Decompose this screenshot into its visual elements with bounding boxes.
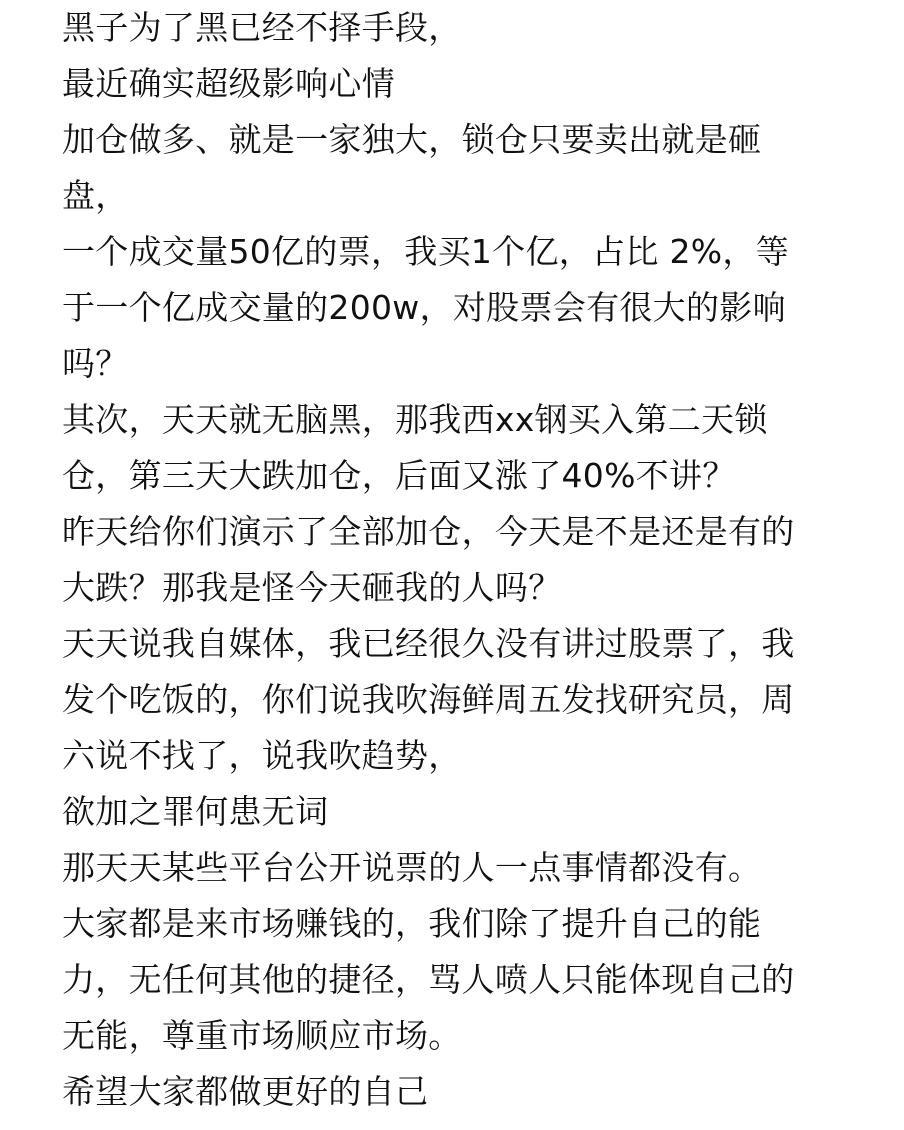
text-line: 六说不找了，说我吹趋势，	[62, 736, 462, 775]
text-line: 大家都是来市场赚钱的，我们除了提升自己的能	[62, 904, 762, 943]
text-line: 于一个亿成交量的200w，对股票会有很大的影响	[62, 288, 786, 327]
text-line: 黑子为了黑已经不择手段，	[62, 8, 462, 47]
text-line: 一个成交量50亿的票，我买1个亿，占比 2%，等	[62, 232, 790, 271]
text-line: 欲加之罪何患无词	[62, 792, 329, 831]
text-line: 其次，天天就无脑黑，那我西xx钢买入第二天锁	[62, 400, 768, 439]
text-line: 加仓做多、就是一家独大，锁仓只要卖出就是砸	[62, 120, 762, 159]
text-line: 大跌？那我是怪今天砸我的人吗？	[62, 568, 562, 607]
text-line: 无能，尊重市场顺应市场。	[62, 1016, 462, 1055]
text-line: 仓，第三天大跌加仓，后面又涨了40%不讲？	[62, 456, 736, 495]
text-line: 昨天给你们演示了全部加仓，今天是不是还是有的	[62, 512, 795, 551]
post-text	[62, 0, 862, 1120]
text-line: 发个吃饭的，你们说我吹海鲜周五发找研究员，周	[62, 680, 795, 719]
text-line: 最近确实超级影响心情	[62, 64, 395, 103]
text-line: 希望大家都做更好的自己	[62, 1072, 429, 1111]
text-line: 那天天某些平台公开说票的人一点事情都没有。	[62, 848, 762, 887]
text-line: 吗？	[62, 344, 129, 383]
text-line: 力，无任何其他的捷径，骂人喷人只能体现自己的	[62, 960, 795, 999]
text-line: 盘，	[62, 176, 129, 215]
text-line: 天天说我自媒体，我已经很久没有讲过股票了，我	[62, 624, 795, 663]
